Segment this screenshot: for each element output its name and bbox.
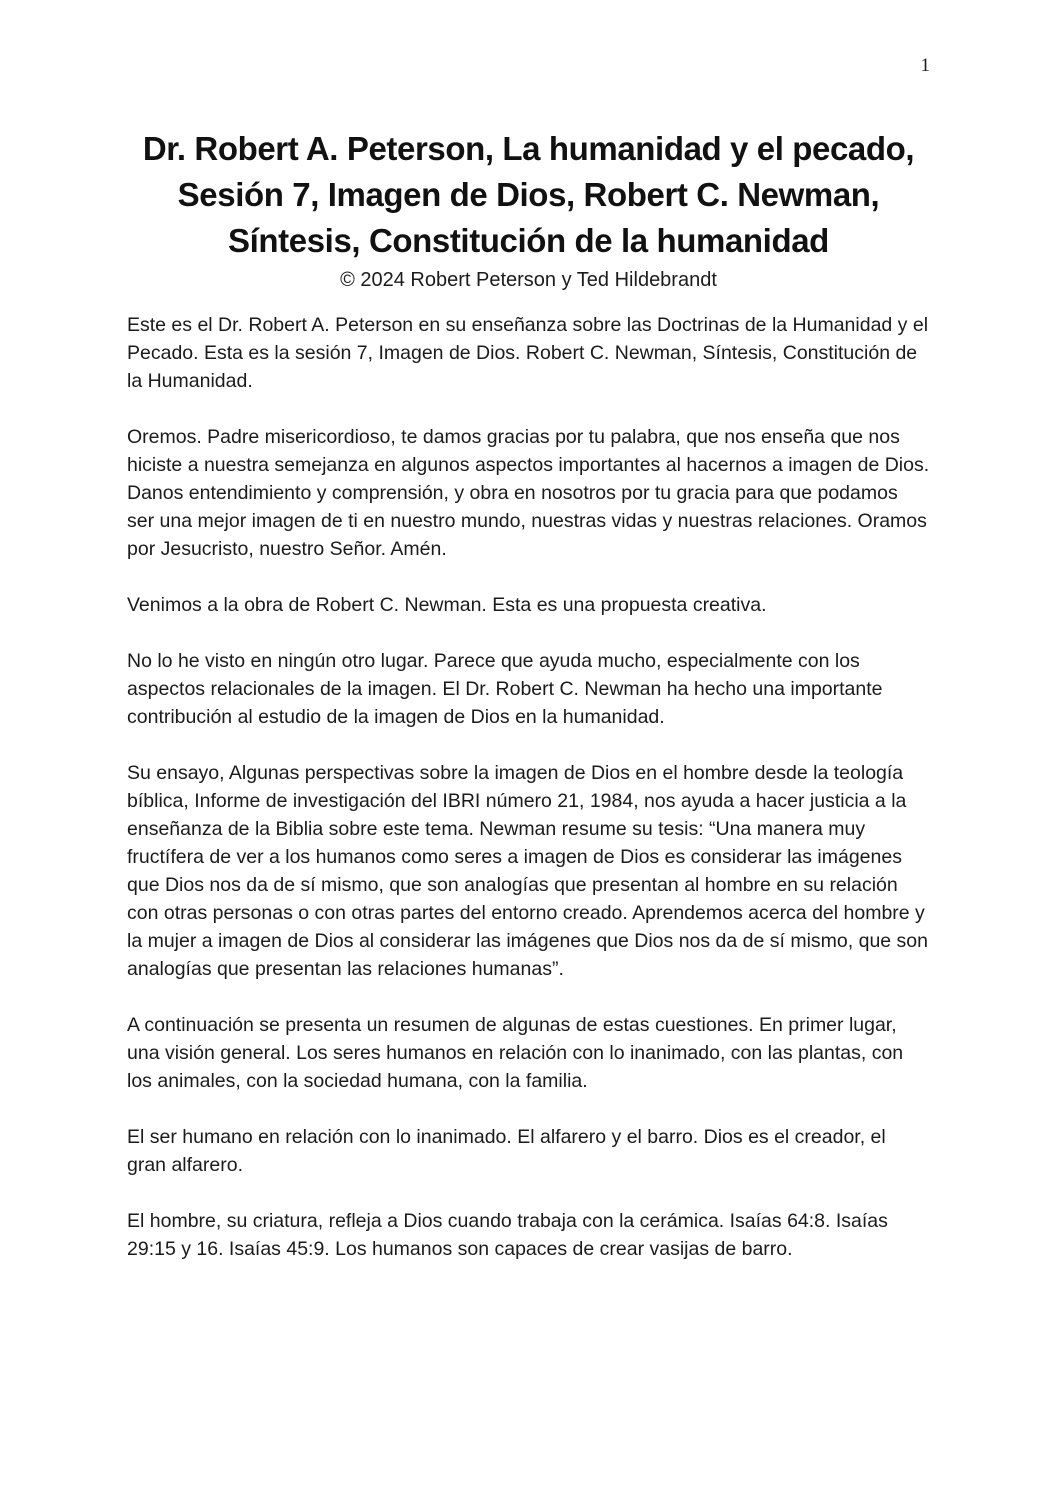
title-line-2: Sesión 7, Imagen de Dios, Robert C. Newman, — [177, 176, 880, 213]
body-paragraph: Su ensayo, Algunas perspectivas sobre la imagen de Dios en el hombre desde la teología bíblica, Informe de investigación del IBRI número 21, 1984, nos ayuda a hacer justicia a la enseñanza de la Biblia sobre este tema. Newman resume su tesis: “Una manera muy fructífera de ver a los humanos como seres a imagen de Dios es considerar las imágenes que Dios nos da de sí mismo, que son analogías que presentan al hombre en su relación con otras personas o con otras partes del entorno creado. Aprendemos acerca del hombre y la mujer a imagen de Dios al considerar las imágenes que Dios nos da de sí mismo, que son analogías que presentan las relaciones humanas”. — [127, 762, 928, 980]
document-body — [127, 311, 930, 1263]
body-paragraph: Oremos. Padre misericordioso, te damos gracias por tu palabra, que nos enseña que nos hiciste a nuestra semejanza en algunos aspectos importantes al hacernos a imagen de Dios. Danos entendimiento y comprensión, y obra en nosotros por tu gracia para que podamos ser una mejor imagen de ti en nuestro mundo, nuestras vidas y nuestras relaciones. Oramos por Jesucristo, nuestro Señor. Amén. — [127, 426, 930, 560]
page-number: 1 — [920, 55, 930, 76]
title-line-1: Dr. Robert A. Peterson, La humanidad y el pecado, — [142, 130, 915, 167]
body-paragraph: Este es el Dr. Robert A. Peterson en su enseñanza sobre las Doctrinas de la Humanidad y el Pecado. Esta es la sesión 7, Imagen de Dios. Robert C. Newman, Síntesis, Constitución de la Humanidad. — [127, 314, 929, 392]
copyright-byline: © 2024 Robert Peterson y Ted Hildebrandt — [340, 269, 717, 291]
body-paragraph: Venimos a la obra de Robert C. Newman. Esta es una propuesta creativa. — [127, 594, 767, 616]
body-paragraph: El hombre, su criatura, refleja a Dios cuando trabaja con la cerámica. Isaías 64:8. Isaías 29:15 y 16. Isaías 45:9. Los humanos son capaces de crear vasijas de barro. — [127, 1210, 888, 1260]
document-title — [127, 126, 930, 264]
body-paragraph: No lo he visto en ningún otro lugar. Parece que ayuda mucho, especialmente con los aspectos relacionales de la imagen. El Dr. Robert C. Newman ha hecho una importante contribución al estudio de la imagen de Dios en la humanidad. — [127, 650, 883, 728]
title-line-3: Síntesis, Constitución de la humanidad — [228, 222, 829, 259]
body-paragraph: A continuación se presenta un resumen de algunas de estas cuestiones. En primer lugar, una visión general. Los seres humanos en relación con lo inanimado, con las plantas, con los animales, con la sociedad humana, con la familia. — [127, 1014, 904, 1092]
body-paragraph: El ser humano en relación con lo inanimado. El alfarero y el barro. Dios es el creador, el gran alfarero. — [127, 1126, 886, 1176]
